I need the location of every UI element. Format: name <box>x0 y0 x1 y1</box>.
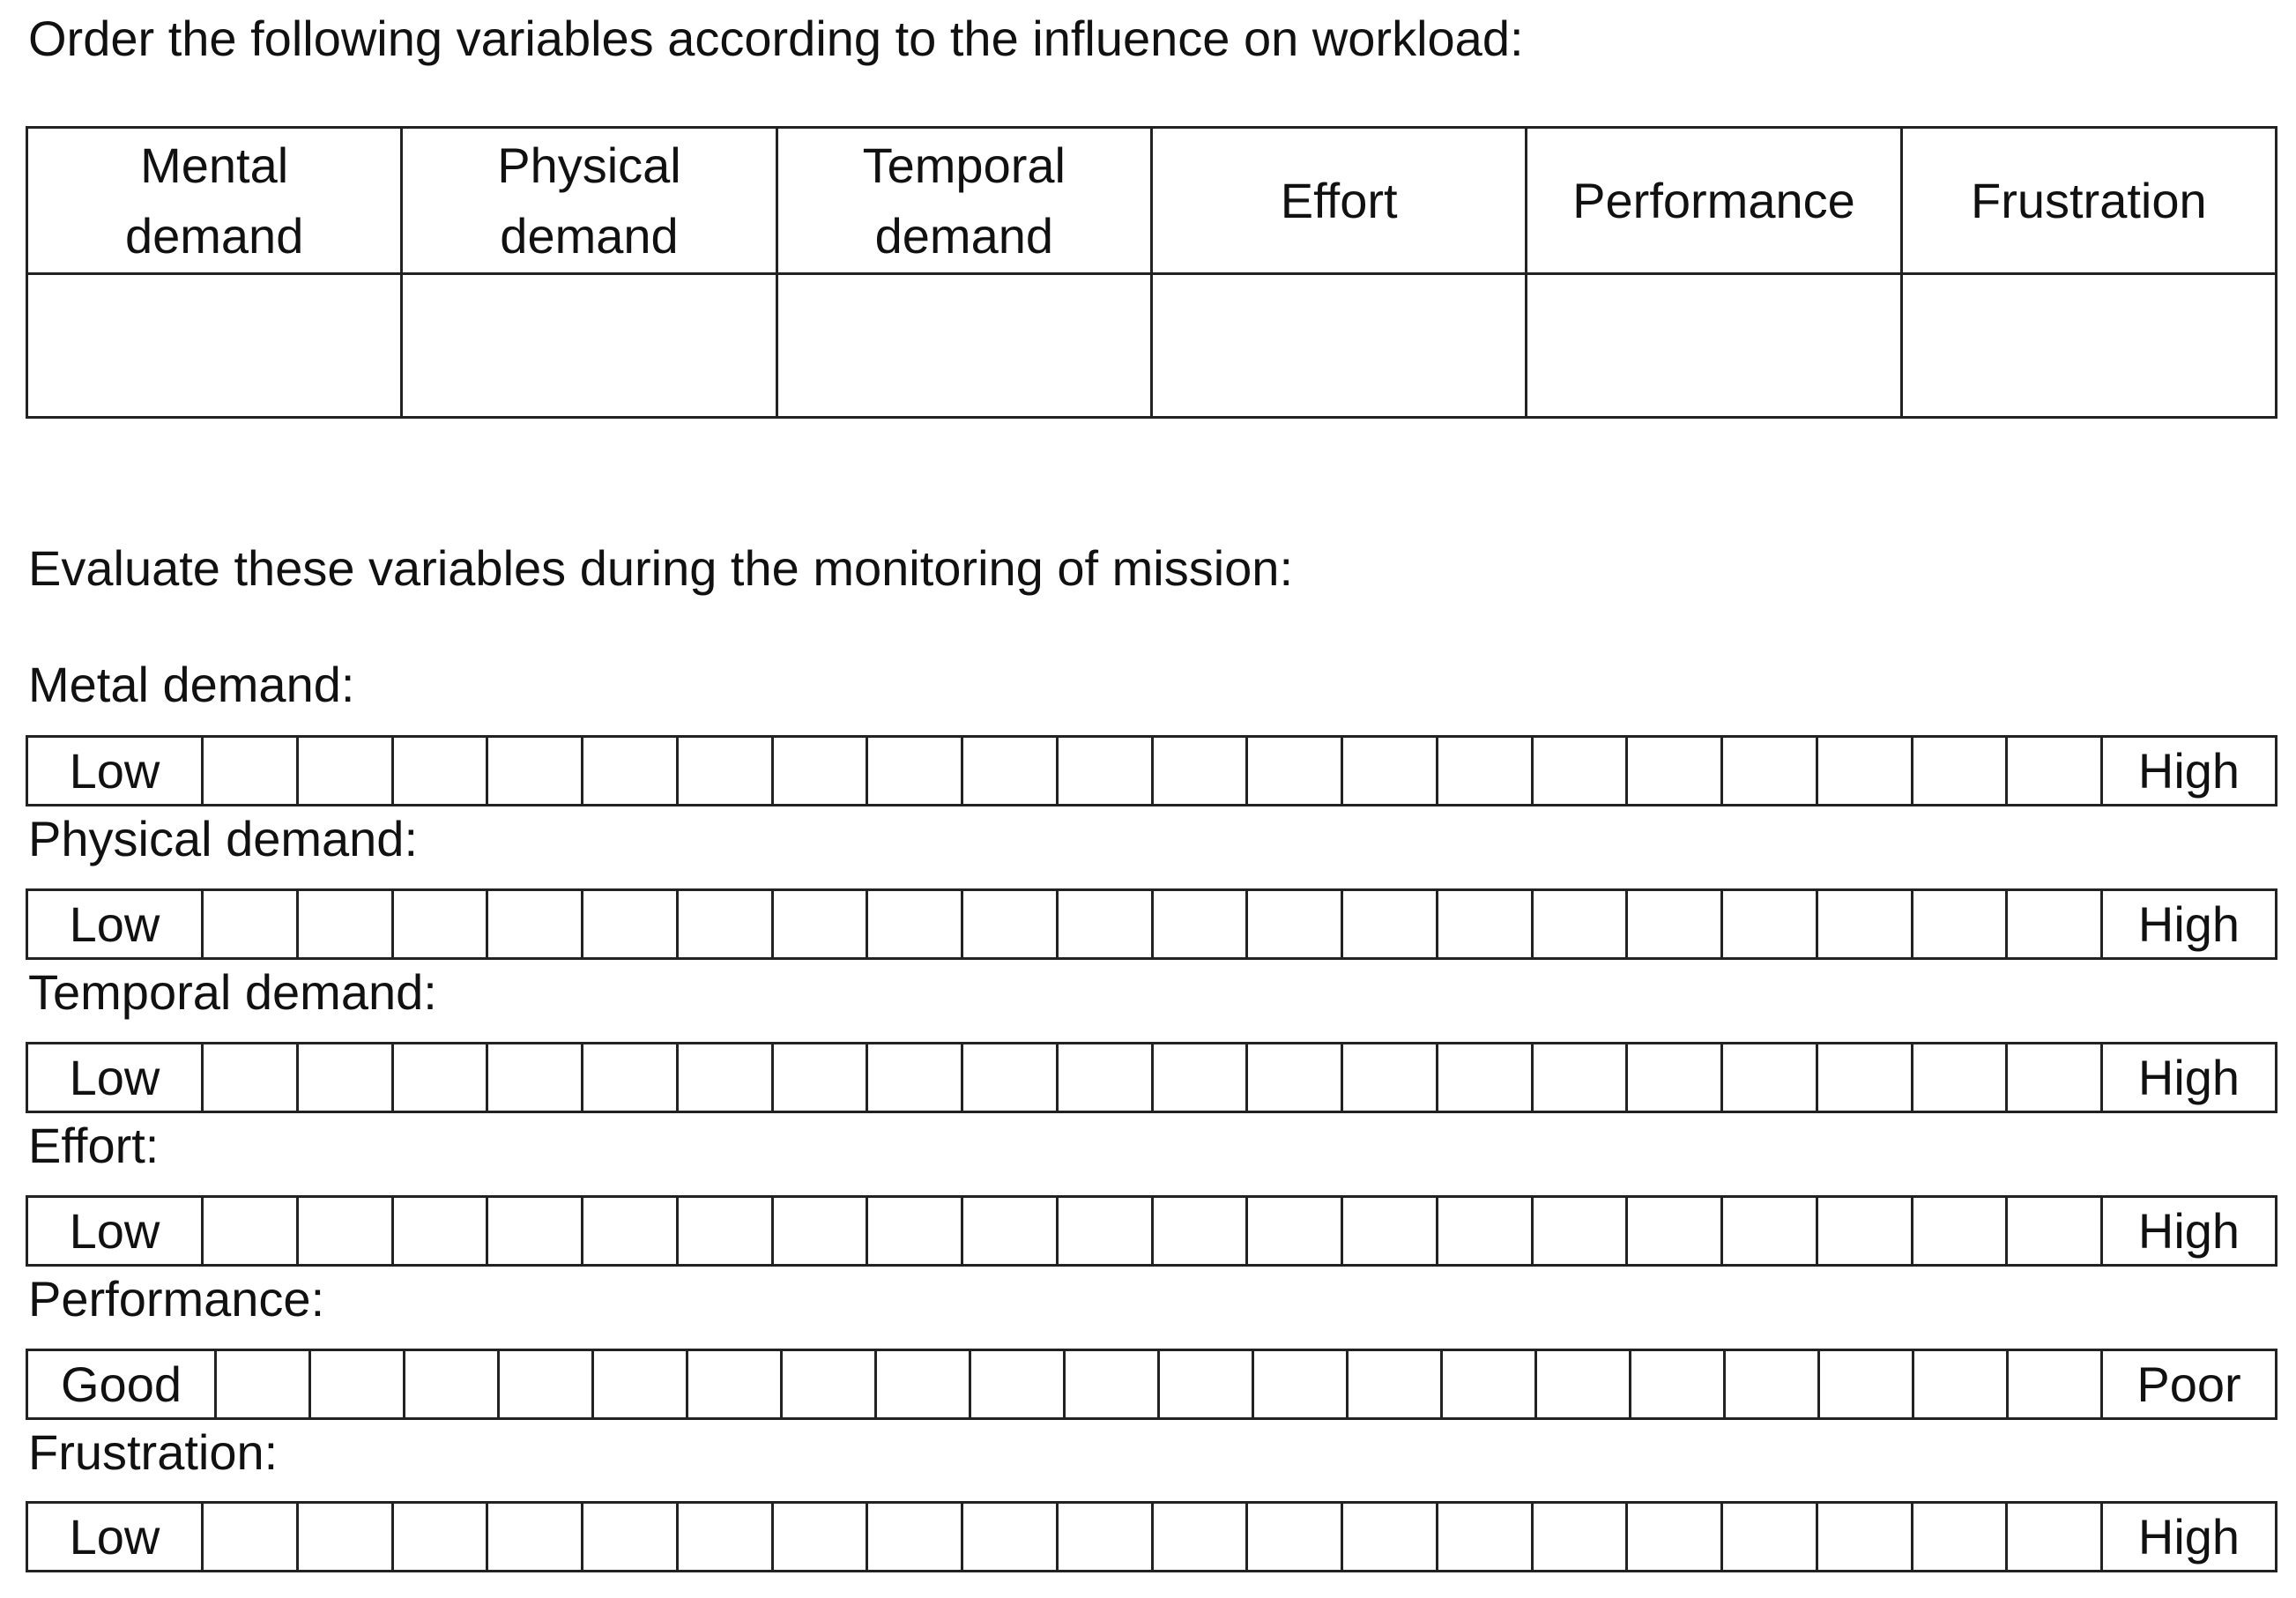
scale-rating-cell[interactable] <box>1059 1044 1154 1111</box>
scale-rating-cell[interactable] <box>1631 1351 1726 1417</box>
scale-rating-cell[interactable] <box>1160 1351 1254 1417</box>
scale-rating-cell[interactable] <box>963 1504 1059 1570</box>
scale-rating-cell[interactable] <box>1913 738 2009 804</box>
scale-rating-cell[interactable] <box>583 891 679 957</box>
scale-high-anchor: Poor <box>2136 1356 2241 1412</box>
scale-rating-cell[interactable] <box>868 1044 963 1111</box>
scale-rating-cell[interactable] <box>488 1198 583 1264</box>
scale-row-mental-demand <box>26 735 2277 806</box>
scale-rating-cell[interactable] <box>868 891 963 957</box>
scale-rating-cell[interactable] <box>500 1351 594 1417</box>
scale-rating-cell[interactable] <box>1438 1504 1534 1570</box>
scale-rating-cell[interactable] <box>204 1504 299 1570</box>
scale-rating-cell[interactable] <box>1628 1044 1723 1111</box>
scale-row-frustration <box>26 1501 2277 1572</box>
scale-rating-cell[interactable] <box>1248 738 1343 804</box>
scale-rating-cell[interactable] <box>868 738 963 804</box>
scale-rating-cell[interactable] <box>679 1504 774 1570</box>
workload-ranking-table <box>26 126 2277 419</box>
scale-rating-cell[interactable] <box>963 738 1059 804</box>
scale-low-anchor: Good <box>28 1351 217 1417</box>
ranking-instruction: Order the following variables according to the influence on workload: <box>28 11 1524 66</box>
scale-rating-cell[interactable] <box>1066 1351 1160 1417</box>
scale-rating-cell[interactable] <box>594 1351 688 1417</box>
scale-rating-cell[interactable] <box>2009 1351 2103 1417</box>
scale-rating-cell[interactable] <box>204 1198 299 1264</box>
scale-rating-cell[interactable] <box>1913 1198 2009 1264</box>
scale-rating-cell[interactable] <box>1248 891 1343 957</box>
scale-rating-cell[interactable] <box>1154 1044 1249 1111</box>
scale-rating-cell[interactable] <box>1913 891 2009 957</box>
scale-rating-cell[interactable] <box>1534 1044 1629 1111</box>
scale-rating-cell[interactable] <box>299 1198 394 1264</box>
scale-rating-cell[interactable] <box>868 1198 963 1264</box>
scale-rating-cell[interactable] <box>1914 1351 2009 1417</box>
scale-rating-cell[interactable] <box>583 1504 679 1570</box>
scale-rating-cell[interactable] <box>1726 1351 1820 1417</box>
scale-rating-cell[interactable] <box>1343 1044 1438 1111</box>
scale-rating-cell[interactable] <box>679 891 774 957</box>
scale-label-frustration: Frustration: <box>28 1424 279 1480</box>
scale-rating-cell[interactable] <box>1820 1351 1914 1417</box>
scale-low-anchor: Low <box>28 1504 204 1570</box>
scale-rating-cell[interactable] <box>394 738 489 804</box>
scale-rating-cell[interactable] <box>1818 1504 1913 1570</box>
scale-rating-cell[interactable] <box>488 891 583 957</box>
scale-rating-cell[interactable] <box>679 738 774 804</box>
scale-rating-cell[interactable] <box>679 1044 774 1111</box>
scale-rating-cell[interactable] <box>1349 1351 1443 1417</box>
scale-rating-cell[interactable] <box>1534 1504 1629 1570</box>
scale-rating-cell[interactable] <box>1154 738 1249 804</box>
scale-rating-cell[interactable] <box>1438 891 1534 957</box>
scale-rating-cell[interactable] <box>311 1351 405 1417</box>
scale-label-performance: Performance: <box>28 1271 325 1327</box>
scale-rating-cell[interactable] <box>1343 891 1438 957</box>
ranking-answer-row <box>27 274 2277 418</box>
scale-rating-cell[interactable] <box>394 1198 489 1264</box>
scale-rating-cell[interactable] <box>1254 1351 1349 1417</box>
ranking-header-performance: Performance <box>1527 128 1901 274</box>
scale-rating-cell[interactable] <box>488 1044 583 1111</box>
scale-rating-cell[interactable] <box>1723 1198 1818 1264</box>
scale-rating-cell[interactable] <box>868 1504 963 1570</box>
scale-rating-cell[interactable] <box>2008 1504 2103 1570</box>
scale-rating-cell[interactable] <box>1438 738 1534 804</box>
scale-rating-cell[interactable] <box>1534 1198 1629 1264</box>
scale-rating-cell[interactable] <box>204 891 299 957</box>
ranking-header-effort: Effort <box>1151 128 1526 274</box>
scale-rating-cell[interactable] <box>1723 738 1818 804</box>
ranking-answer-physical-demand[interactable] <box>402 274 776 418</box>
scale-label-physical-demand: Physical demand: <box>28 811 419 866</box>
scale-rating-cell[interactable] <box>1248 1504 1343 1570</box>
scale-row-temporal-demand <box>26 1042 2277 1113</box>
scale-rating-cell[interactable] <box>299 891 394 957</box>
scale-rating-cell[interactable] <box>299 738 394 804</box>
scale-rating-cell[interactable] <box>217 1351 311 1417</box>
scale-rating-cell[interactable] <box>1628 1198 1723 1264</box>
scale-rating-cell[interactable] <box>1723 1044 1818 1111</box>
scale-rating-cell[interactable] <box>1154 1198 1249 1264</box>
scale-rating-cell[interactable] <box>774 738 869 804</box>
scale-rating-cell[interactable] <box>488 1504 583 1570</box>
scale-high-anchor: High <box>2137 1203 2240 1259</box>
scale-high-anchor: High <box>2137 1050 2240 1105</box>
scale-high-anchor: High <box>2137 896 2240 952</box>
scale-rating-cell[interactable] <box>1343 738 1438 804</box>
scale-high-anchor: High <box>2137 743 2240 799</box>
scale-rating-cell[interactable] <box>394 1504 489 1570</box>
scale-rating-cell[interactable] <box>688 1351 783 1417</box>
scale-low-anchor: Low <box>28 1044 204 1111</box>
scale-rating-cell[interactable] <box>963 1198 1059 1264</box>
scale-rating-cell[interactable] <box>1628 891 1723 957</box>
ranking-answer-frustration[interactable] <box>1901 274 2276 418</box>
scale-low-anchor: Low <box>28 891 204 957</box>
scale-rating-cell[interactable] <box>583 1044 679 1111</box>
scale-rating-cell[interactable] <box>1059 738 1154 804</box>
scale-rating-cell[interactable] <box>1723 1504 1818 1570</box>
scale-rating-cell[interactable] <box>1248 1198 1343 1264</box>
scale-rating-cell[interactable] <box>405 1351 500 1417</box>
scale-row-performance <box>26 1349 2277 1420</box>
ranking-header-frustration: Frustration <box>1901 128 2276 274</box>
scale-low-anchor: Low <box>28 1198 204 1264</box>
scale-rating-cell[interactable] <box>1818 1044 1913 1111</box>
scale-rating-cell[interactable] <box>394 1044 489 1111</box>
scale-rating-cell[interactable] <box>583 1198 679 1264</box>
scale-rating-cell[interactable] <box>1154 1504 1249 1570</box>
ranking-answer-effort[interactable] <box>1151 274 1526 418</box>
scale-rating-cell[interactable] <box>679 1198 774 1264</box>
ranking-answer-mental-demand[interactable] <box>27 274 402 418</box>
scale-rating-cell[interactable] <box>2008 1198 2103 1264</box>
scale-label-effort: Effort: <box>28 1118 160 1173</box>
scale-rating-cell[interactable] <box>1059 891 1154 957</box>
scale-rating-cell[interactable] <box>204 1044 299 1111</box>
scale-row-physical-demand <box>26 888 2277 960</box>
scale-rating-cell[interactable] <box>963 891 1059 957</box>
scale-rating-cell[interactable] <box>1628 738 1723 804</box>
scale-rating-cell[interactable] <box>774 1044 869 1111</box>
scale-rating-cell[interactable] <box>2008 738 2103 804</box>
ranking-header-row <box>27 128 2277 274</box>
scale-rating-cell[interactable] <box>299 1044 394 1111</box>
scale-rating-cell[interactable] <box>1534 891 1629 957</box>
ranking-answer-performance[interactable] <box>1527 274 1901 418</box>
scale-rating-cell[interactable] <box>1154 891 1249 957</box>
scale-rating-cell[interactable] <box>204 738 299 804</box>
ranking-header-mental-demand: Mental demand <box>27 128 402 274</box>
scale-rating-cell[interactable] <box>774 1198 869 1264</box>
scale-rating-cell[interactable] <box>1343 1198 1438 1264</box>
scale-rating-cell[interactable] <box>1537 1351 1631 1417</box>
scale-rating-cell[interactable] <box>1534 738 1629 804</box>
ranking-header-physical-demand: Physical demand <box>402 128 776 274</box>
scale-rating-cell[interactable] <box>1818 738 1913 804</box>
scale-high-anchor: High <box>2137 1509 2240 1565</box>
scale-rating-cell[interactable] <box>963 1044 1059 1111</box>
scale-rating-cell[interactable] <box>1438 1198 1534 1264</box>
scale-rating-cell[interactable] <box>1913 1504 2009 1570</box>
ranking-header-temporal-demand: Temporal demand <box>776 128 1151 274</box>
scale-rating-cell[interactable] <box>1443 1351 1537 1417</box>
scale-rating-cell[interactable] <box>1913 1044 2009 1111</box>
scale-rating-cell[interactable] <box>2008 1044 2103 1111</box>
scale-label-mental-demand: Metal demand: <box>28 657 355 712</box>
scale-rating-cell[interactable] <box>774 891 869 957</box>
scale-rating-cell[interactable] <box>1818 891 1913 957</box>
scale-label-temporal-demand: Temporal demand: <box>28 964 437 1020</box>
scale-rating-cell[interactable] <box>394 891 489 957</box>
scale-rating-cell[interactable] <box>1343 1504 1438 1570</box>
scale-rating-cell[interactable] <box>1818 1198 1913 1264</box>
scale-row-effort <box>26 1195 2277 1267</box>
scale-rating-cell[interactable] <box>488 738 583 804</box>
scale-rating-cell[interactable] <box>1248 1044 1343 1111</box>
scale-rating-cell[interactable] <box>583 738 679 804</box>
scale-rating-cell[interactable] <box>1628 1504 1723 1570</box>
scale-rating-cell[interactable] <box>1438 1044 1534 1111</box>
scale-rating-cell[interactable] <box>971 1351 1066 1417</box>
scale-rating-cell[interactable] <box>1059 1198 1154 1264</box>
scale-rating-cell[interactable] <box>774 1504 869 1570</box>
evaluation-instruction: Evaluate these variables during the monitoring of mission: <box>28 540 1293 596</box>
scale-rating-cell[interactable] <box>1059 1504 1154 1570</box>
scale-rating-cell[interactable] <box>1723 891 1818 957</box>
scale-rating-cell[interactable] <box>783 1351 877 1417</box>
scale-rating-cell[interactable] <box>2008 891 2103 957</box>
scale-low-anchor: Low <box>28 738 204 804</box>
scale-rating-cell[interactable] <box>877 1351 971 1417</box>
ranking-answer-temporal-demand[interactable] <box>776 274 1151 418</box>
scale-rating-cell[interactable] <box>299 1504 394 1570</box>
